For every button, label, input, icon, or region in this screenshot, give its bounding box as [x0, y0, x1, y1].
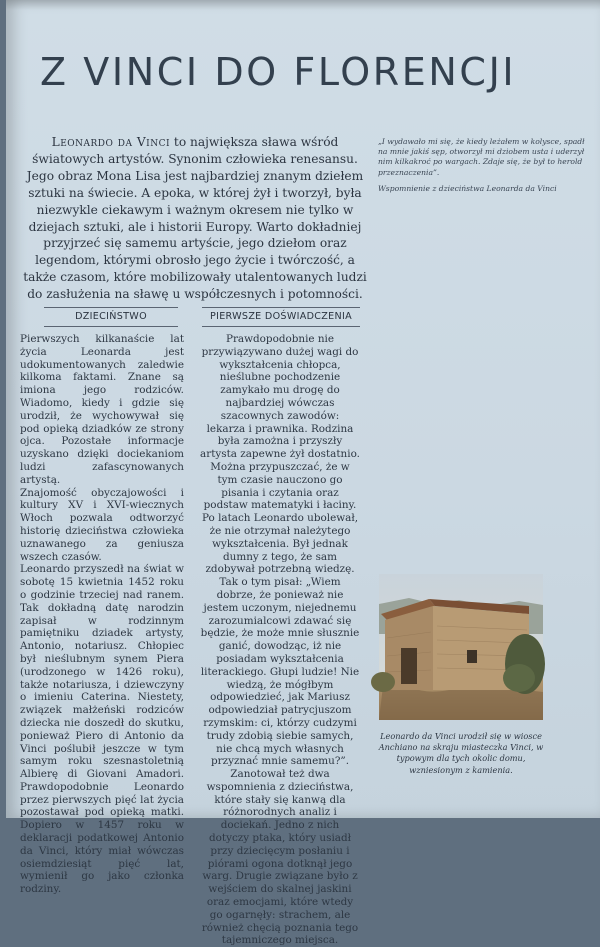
- intro-paragraph: [22, 134, 368, 303]
- intro-text: to największa sława wśród światowych artystów. Synonim człowieka renesansu. Jego obraz Mona Lisa jest najbardziej znanym dziełem sztuki na świecie. A epoka, w której żył i tworzył, była niezwykle ciekawym i ważnym okresem nie tylko w dziejach sztuki, ale i historii Europy. Warto dokładniej przyjrzeć się samemu artyście, jego dziełom oraz legendom, którymi obrosło jego życie i twórczość, a także czasom, które mobilizowały utalentowanych ludzi do zasłużenia na sławę u współczesnych i potomności.: [23, 135, 367, 302]
- first-experiences-column: [200, 333, 360, 947]
- page-title: Z VINCI DO FLORENCJI: [40, 50, 517, 94]
- section-heading-childhood: DZIECIŃSTWO: [44, 307, 178, 327]
- birthplace-house-photo: [379, 574, 543, 720]
- childhood-paragraph-2: Znajomość obyczajowości i kultury XV i XVI-wiecznych Włoch pozwala odtworzyć historię dzieciństwa człowieka uznawanego za geniusza wszech czasów.: [20, 486, 184, 563]
- section-heading-first-experiences: PIERWSZE DOŚWIADCZENIA: [202, 307, 360, 327]
- page-shadow: [6, 0, 600, 10]
- quote-text: „I wydawało mi się, że kiedy leżałem w kolysce, spadł na mnie jakiś sęp, otworzył mi dziobem usta i uderzył nim kilkakroć po wargach. Zdaje się, że był to herold przeznaczenia”.: [378, 137, 585, 177]
- house-illustration: [379, 574, 543, 720]
- sidebar-quote: [378, 137, 586, 194]
- childhood-paragraph-1: Pierwszych kilkanaście lat życia Leonarda jest udokumentowanych zaledwie kilkoma faktami. Znane są imiona jego rodziców. Wiadomo, kiedy i gdzie się urodził, że wychowywał się pod opieką dziadków ze strony ojca. Pozostałe informacje uzyskano dzięki dociekaniom ludzi zafascynowanych artystą.: [20, 333, 184, 486]
- childhood-column: [20, 333, 184, 896]
- book-page: [6, 0, 600, 947]
- quote-attribution: Wspomnienie z dzieciństwa Leonarda da Vinci: [378, 183, 557, 193]
- first-experiences-paragraph: Prawdopodobnie nie przywiązywano dużej wagi do wykształcenia chłopca, nieślubne pochodzenie zamykało mu drogę do najbardziej wówczas szacownych zawodów: lekarza i prawnika. Rodzina była zamożna i przyszły artysta zapewne żył dostatnio. Można przypuszczać, że w tym czasie nauczono go pisania i czytania oraz podstaw matematyki i łaciny. Po latach Leonardo ubolewał, że nie otrzymał należytego wykształcenia. Był jednak dumny z tego, że sam zdobywał potrzebną wiedzę. Tak o tym pisał: „Wiem dobrze, że ponieważ nie jestem uczonym, niejednemu zarozumialcowi zdawać się będzie, że może mnie słusznie ganić, dowodząc, iż nie posiadam wykształcenia literackiego. Głupi ludzie! Nie wiedzą, że mógłbym odpowiedzieć, jak Mariusz odpowiedział patrycjuszom rzymskim: ci, którzy cudzymi trudy zdobią siebie samych, nie chcą mych własnych przyznać mnie samemu?”. Zanotował też dwa wspomnienia z dzieciństwa, które stały się kanwą dla różnorodnych analiz i dociekań. Jedno z nich dotyczy ptaka, który usiadł przy dziecięcym posłaniu i piórami ogona dotknął jego warg. Drugie związane było z wejściem do skalnej jaskini oraz emocjami, które wtedy go ogarnęły: strachem, ale również chęcią poznania tego tajemniczego miejsca.: [200, 333, 360, 947]
- photo-caption: Leonardo da Vinci urodził się w wiosce Anchiano na skraju miasteczka Vinci, w typowym dla tych okolic domu, wzniesionym z kamienia.: [378, 731, 544, 775]
- intro-lead: Leonardo da Vinci: [51, 135, 171, 149]
- childhood-paragraph-3: Leonardo przyszedł na świat w sobotę 15 kwietnia 1452 roku o godzinie trzeciej nad ranem. Tak dokładną datę narodzin zapisał w rodzinnym pamiętniku dziadek artysty, Antonio, notariusz. Chłopiec był nieślubnym synem Piera (urodzonego w 1426 roku), także notariusza, i dziewczyny o imieniu Caterina. Niestety, związek małżeński rodziców dziecka nie doszedł do skutku, ponieważ Piero di Antonio da Vinci poślubił jeszcze w tym samym roku szesnastoletnią Albierę di Giovani Amadori. Prawdopodobnie Leonardo przez pierwszych pięć lat życia pozostawał pod opieką matki. Dopiero w 1457 roku w deklaracji podatkowej Antonio da Vinci, który miał wówczas osiemdziesiąt pięć lat, wymienił go jako członka rodziny.: [20, 563, 184, 896]
